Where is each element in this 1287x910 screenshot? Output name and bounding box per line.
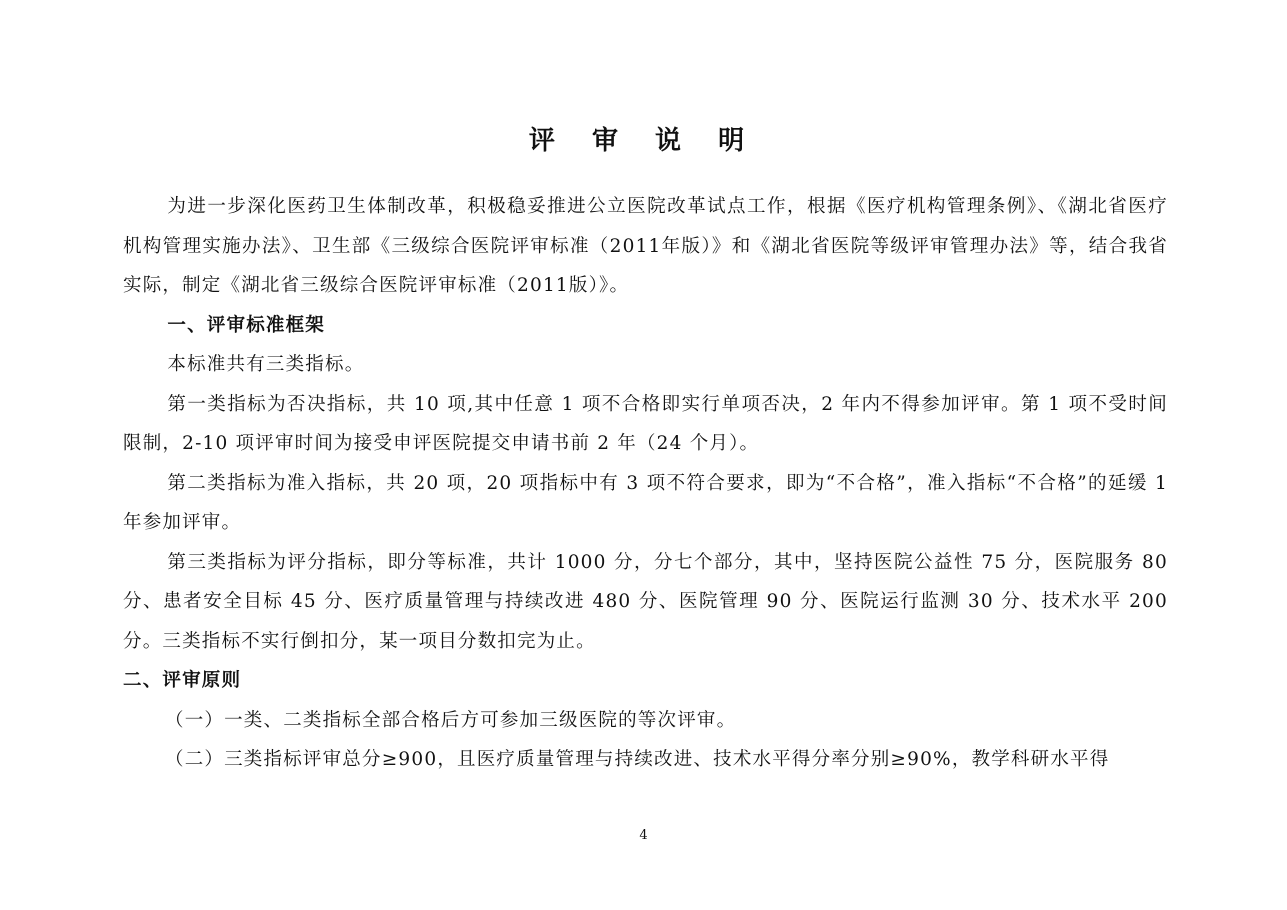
intro-paragraph: 为进一步深化医药卫生体制改革，积极稳妥推进公立医院改革试点工作，根据《医疗机构管理条例》、《湖北省医疗机构管理实施办法》、卫生部《三级综合医院评审标准（2011年版）》和《湖北省医院等级评审管理办法》等，结合我省实际，制定《湖北省三级综合医院评审标准（2011版）》。 [123, 196, 1168, 296]
section-heading-framework: 一、评审标准框架 [167, 314, 325, 336]
principle-item-2: （二）三类指标评审总分≥900，且医疗质量管理与持续改进、技术水平得分率分别≥90%，教学科研水平得 [165, 749, 1110, 770]
page-number: 4 [639, 828, 648, 843]
framework-paragraph-3: 第二类指标为准入指标，共 20 项，20 项指标中有 3 项不符合要求，即为“不合格”，准入指标“不合格”的延缓 1 年参加评审。 [123, 472, 1168, 533]
document-body [123, 187, 1168, 780]
page-title: 评 审 说 明 [528, 126, 759, 156]
framework-paragraph-4: 第三类指标为评分指标，即分等标准，共计 1000 分，分七个部分，其中，坚持医院公益性 75 分，医院服务 80 分、患者安全目标 45 分、医疗质量管理与持续改进 480 分、医院管理 90 分、医院运行监测 30 分、技术水平 200 分。三类指标不实行倒扣分，某一项目分数扣完为止。 [123, 551, 1168, 652]
framework-paragraph-1: 本标准共有三类指标。 [167, 354, 365, 375]
framework-paragraph-2: 第一类指标为否决指标，共 10 项,其中任意 1 项不合格即实行单项否决，2 年内不得参加评审。第 1 项不受时间限制，2-10 项评审时间为接受申评医院提交申请书前 2 年（24 个月）。 [123, 393, 1168, 454]
section-heading-principles: 二、评审原则 [123, 670, 242, 691]
principle-item-1: （一）一类、二类指标全部合格后方可参加三级医院的等次评审。 [165, 709, 737, 731]
